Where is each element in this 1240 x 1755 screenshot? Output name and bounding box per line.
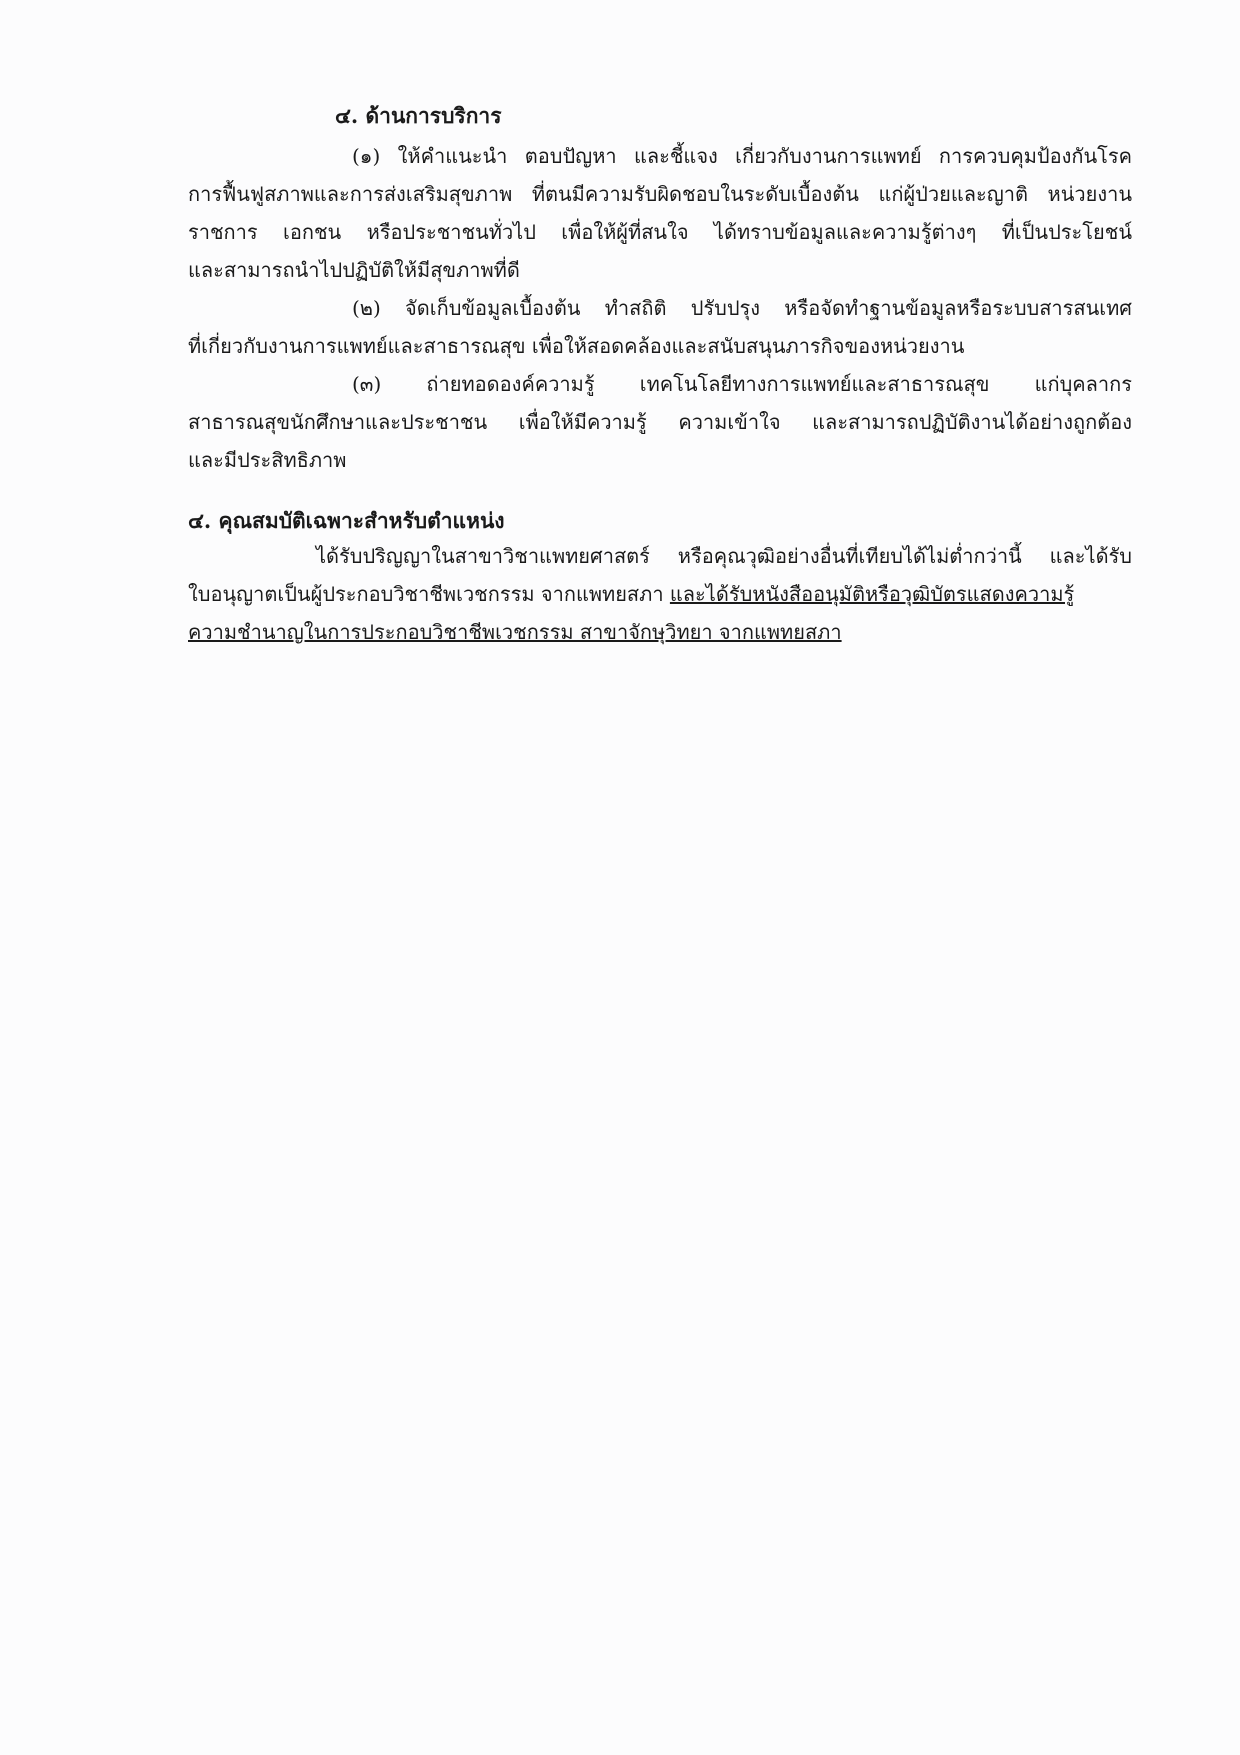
section-services-heading: ๔. ด้านการบริการ: [335, 103, 502, 128]
qualifications-line-1: ได้รับปริญญาในสาขาวิชาแพทยศาสตร์ หรือคุณวุฒิอย่างอื่นที่เทียบได้ไม่ต่ำกว่านี้ และได้รับ: [316, 544, 1132, 568]
services-item-1-line-2: การฟื้นฟูสภาพและการส่งเสริมสุขภาพ ที่ตนมีความรับผิดชอบในระดับเบื้องต้น แก่ผู้ป่วยและญาติ หน่วยงาน: [188, 182, 1132, 206]
services-item-2: [188, 289, 1132, 365]
services-item-1-line-3: ราชการ เอกชน หรือประชาชนทั่วไป เพื่อให้ผู้ที่สนใจ ได้ทราบข้อมูลและความรู้ต่างๆ ที่เป็นประโยชน์: [188, 220, 1132, 244]
services-item-1-line-4: และสามารถนำไปปฏิบัติให้มีสุขภาพที่ดี: [188, 258, 520, 282]
services-item-2-line-2: ที่เกี่ยวกับงานการแพทย์และสาธารณสุข เพื่อให้สอดคล้องและสนับสนุนภารกิจของหน่วยงาน: [188, 334, 965, 358]
qualifications-line-3: ความชำนาญในการประกอบวิชาชีพเวชกรรม สาขาจักษุวิทยา จากแพทยสภา: [188, 620, 842, 644]
services-item-1: [188, 137, 1132, 289]
qualifications-line-2-plain: ใบอนุญาตเป็นผู้ประกอบวิชาชีพเวชกรรม จากแพทยสภา: [188, 582, 670, 606]
qualifications-line-2: [188, 575, 1132, 613]
services-item-3-line-2: สาธารณสุขนักศึกษาและประชาชน เพื่อให้มีความรู้ ความเข้าใจ และสามารถปฏิบัติงานได้อย่างถูกต้อง: [188, 410, 1132, 434]
services-item-2-line-1: (๒) จัดเก็บข้อมูลเบื้องต้น ทำสถิติ ปรับปรุง หรือจัดทำฐานข้อมูลหรือระบบสารสนเทศ: [352, 296, 1132, 320]
services-item-3-line-3: และมีประสิทธิภาพ: [188, 448, 347, 472]
section-qualifications-heading: ๔. คุณสมบัติเฉพาะสำหรับตำแหน่ง: [188, 508, 505, 533]
services-item-3-line-1: (๓) ถ่ายทอดองค์ความรู้ เทคโนโลยีทางการแพทย์และสาธารณสุข แก่บุคลากร: [352, 372, 1132, 396]
services-item-1-line-1: (๑) ให้คำแนะนำ ตอบปัญหา และชี้แจง เกี่ยวกับงานการแพทย์ การควบคุมป้องกันโรค: [352, 144, 1132, 168]
qualifications-line-2-underlined: และได้รับหนังสืออนุมัติหรือวุฒิบัตรแสดงความรู้: [669, 582, 1075, 606]
qualifications-paragraph: [188, 537, 1132, 651]
services-item-3: [188, 365, 1132, 479]
